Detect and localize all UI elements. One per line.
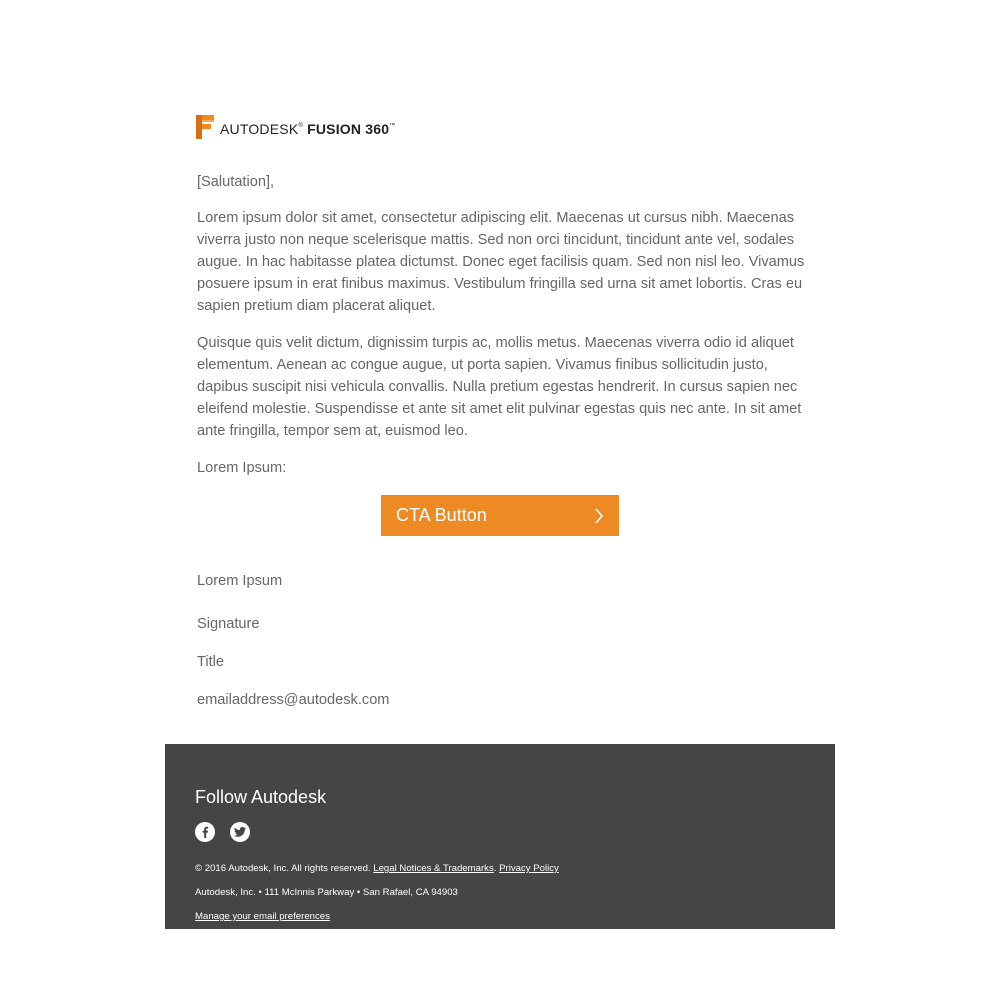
- chevron-right-icon: [594, 507, 604, 525]
- company-address: Autodesk, Inc. • 111 McInnis Parkway • San Rafael, CA 94903: [195, 887, 458, 898]
- logo-wordmark-product: FUSION 360: [307, 120, 390, 137]
- cta-intro: Lorem Ipsum:: [197, 460, 287, 476]
- salutation: [Salutation],: [197, 174, 275, 190]
- signature: Signature: [197, 616, 260, 632]
- logo-registered-mark: ®: [298, 122, 303, 129]
- privacy-policy-link[interactable]: Privacy Policy: [499, 863, 559, 874]
- twitter-link[interactable]: [230, 822, 250, 842]
- legal-notices-link[interactable]: Legal Notices & Trademarks: [373, 863, 494, 874]
- manage-email-preferences-link[interactable]: Manage your email preferences: [195, 911, 330, 922]
- logo-wordmark: [220, 114, 395, 141]
- twitter-icon: [234, 827, 246, 837]
- fusion-f-logo-icon: [196, 115, 214, 139]
- closing-text: Lorem Ipsum: [197, 573, 283, 589]
- copyright-text: © 2016 Autodesk, Inc. All rights reserved.: [195, 863, 371, 874]
- follow-autodesk-heading: Follow Autodesk: [195, 787, 327, 807]
- signature-title: Title: [197, 654, 225, 670]
- footer: [165, 744, 835, 929]
- logo-trademark: ™: [389, 122, 396, 129]
- body-paragraph-2: Quisque quis velit dictum, dignissim turpis ac, mollis metus. Maecenas viverra odio id aliquet elementum. Aenean ac congue augue, ut porta sapien. Vivamus finibus sollicitudin justo, dapibus suscipit nisi vehicula convallis. Nulla pretium egestas hendrerit. In cursus sapien nec eleifend molestie. Suspendisse et ante sit amet elit pulvinar egestas quis nec ante. In sit amet ante fringilla, tempor sem at, euismod leo.: [197, 335, 802, 439]
- body-paragraph-1: Lorem ipsum dolor sit amet, consectetur adipiscing elit. Maecenas ut cursus nibh. Maecenas viverra justo non neque scelerisque mattis. Sed non orci tincidunt, tincidunt ante vel, sodales augue. In hac habitasse platea dictumst. Donec eget facilisis quam. Sed non nisl leo. Vivamus posuere ipsum in erat finibus maximus. Vestibulum fringilla sed urna sit amet lobortis. Cras eu sapien pretium diam placerat aliquet.: [197, 210, 805, 314]
- facebook-icon: [200, 826, 210, 838]
- logo-wordmark-autodesk: AUTODESK: [220, 120, 299, 137]
- link-separator: .: [493, 863, 497, 874]
- facebook-link[interactable]: [195, 822, 215, 842]
- email-preferences-line: [195, 911, 330, 923]
- copyright-line: [195, 863, 559, 875]
- signature-email: emailaddress@autodesk.com: [197, 692, 390, 708]
- autodesk-fusion-360-logo: [196, 115, 395, 139]
- cta-button-label: CTA Button: [396, 505, 487, 525]
- cta-button[interactable]: [381, 495, 619, 536]
